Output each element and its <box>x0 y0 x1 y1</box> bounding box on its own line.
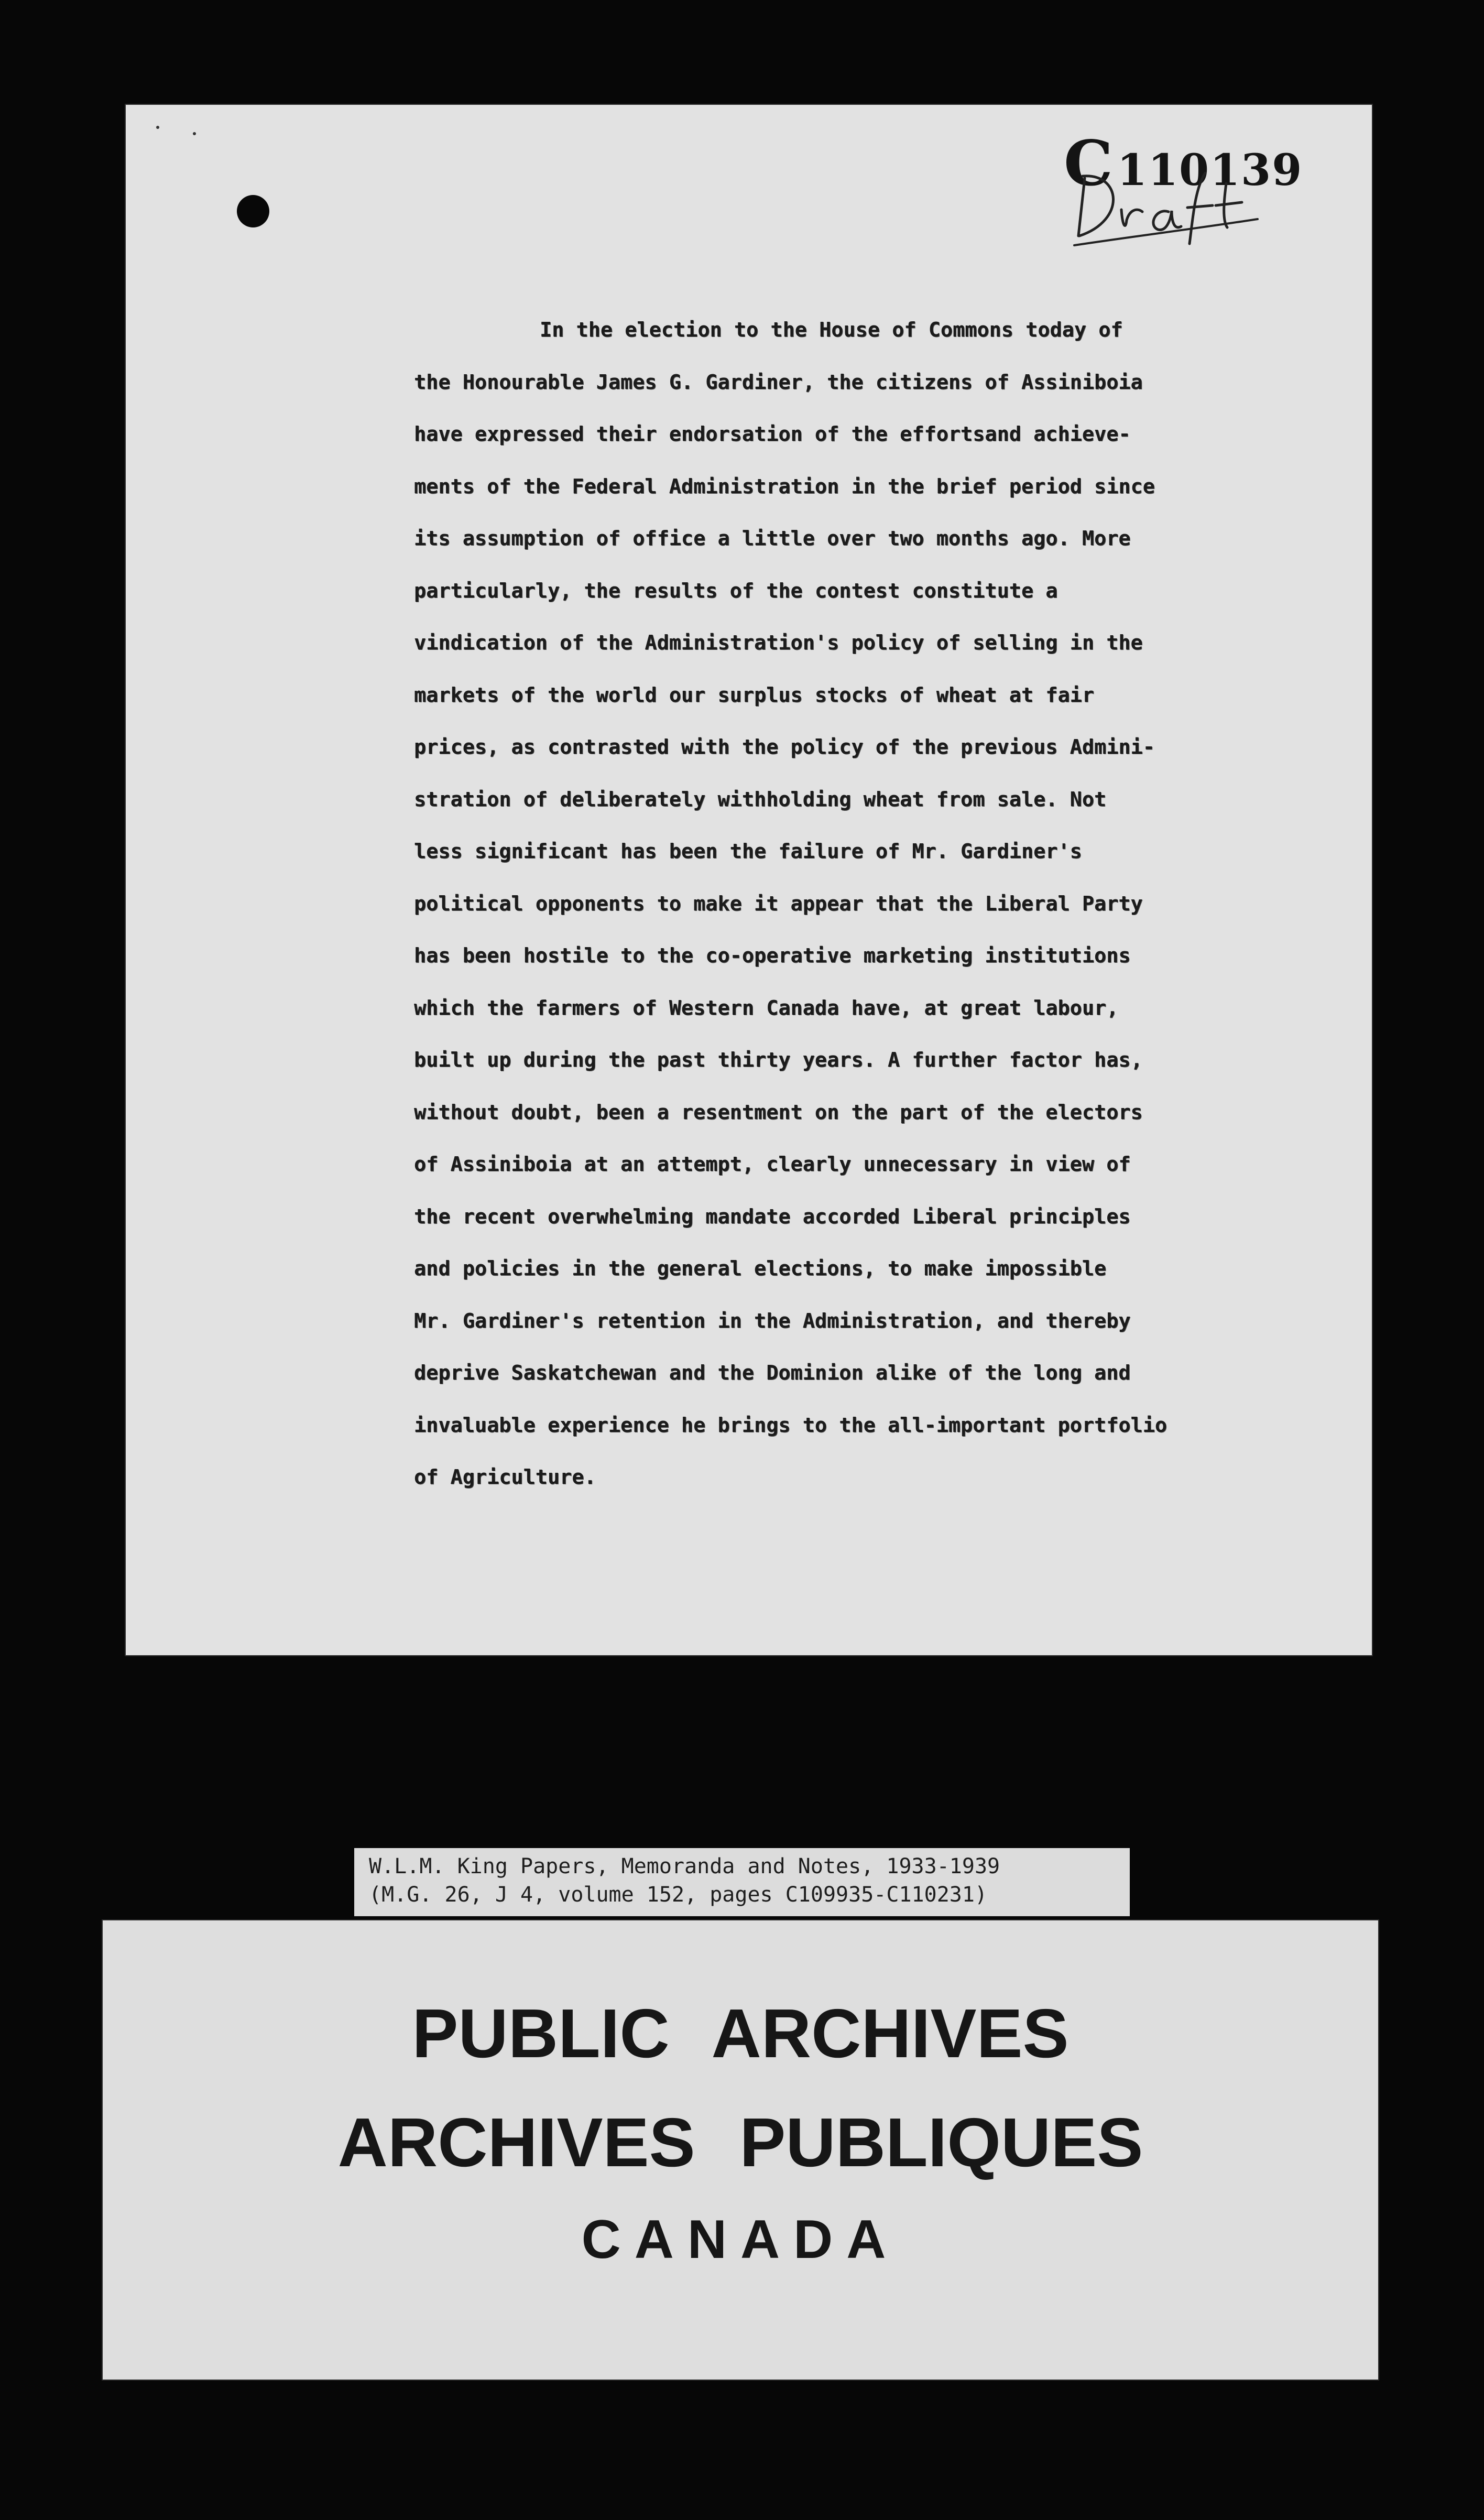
memo-line: have expressed their endorsation of the effortsand achieve- <box>414 422 1131 446</box>
memo-line: and policies in the general elections, to make impossible <box>414 1257 1107 1280</box>
memo-line: has been hostile to the co-operative marketing institutions <box>414 944 1131 968</box>
reference-digits: 110139 <box>1117 145 1303 195</box>
memo-line: markets of the world our surplus stocks of wheat at fair <box>414 683 1095 707</box>
punch-hole <box>237 195 269 227</box>
memo-line: ments of the Federal Administration in the brief period since <box>414 474 1155 498</box>
memo-line: of Agriculture. <box>414 1465 596 1489</box>
dust-speck <box>193 132 196 135</box>
archive-title-english: PUBLIC ARCHIVES <box>412 1995 1069 2072</box>
memo-line: the Honourable James G. Gardiner, the citizens of Assiniboia <box>414 370 1143 394</box>
archive-label-card <box>103 1920 1378 2380</box>
memo-line: built up during the past thirty years. A further factor has, <box>414 1048 1143 1072</box>
citation-line-collection: W.L.M. King Papers, Memoranda and Notes, 1933-1939 <box>369 1854 1000 1878</box>
citation-line-reference: (M.G. 26, J 4, volume 152, pages C109935-C110231) <box>369 1883 988 1907</box>
memo-line: Mr. Gardiner's retention in the Administration, and thereby <box>414 1309 1131 1333</box>
memo-line: which the farmers of Western Canada have, at great labour, <box>414 996 1119 1020</box>
dust-speck <box>156 126 159 129</box>
memo-line: prices, as contrasted with the policy of the previous Admini- <box>414 735 1155 759</box>
memo-line: less significant has been the failure of Mr. Gardiner's <box>414 840 1082 863</box>
archive-title-french: ARCHIVES PUBLIQUES <box>337 2104 1143 2181</box>
typed-page <box>126 105 1372 1655</box>
reference-prefix: C <box>1064 127 1114 200</box>
draft-handwriting <box>1064 157 1263 246</box>
citation-slip <box>354 1848 1130 1916</box>
memo-line: particularly, the results of the contest constitute a <box>414 579 1058 603</box>
memo-line: without doubt, been a resentment on the part of the electors <box>414 1100 1143 1124</box>
memo-line: the recent overwhelming mandate accorded Liberal principles <box>414 1204 1131 1229</box>
memo-line: In the election to the House of Commons today of <box>540 318 1123 342</box>
memo-body <box>414 304 1315 1504</box>
archive-country: CANADA <box>581 2209 900 2270</box>
memo-line: vindication of the Administration's policy of selling in the <box>414 631 1143 655</box>
memo-line: deprive Saskatchewan and the Dominion alike of the long and <box>414 1361 1131 1385</box>
memo-line: of Assiniboia at an attempt, clearly unnecessary in view of <box>414 1153 1131 1176</box>
memo-line: invaluable experience he brings to the all-important portfolio <box>414 1413 1167 1437</box>
memo-line: stration of deliberately withholding wheat from sale. Not <box>414 787 1107 811</box>
memo-line: its assumption of office a little over two months ago. More <box>414 527 1131 550</box>
memo-line: political opponents to make it appear that the Liberal Party <box>414 892 1143 916</box>
